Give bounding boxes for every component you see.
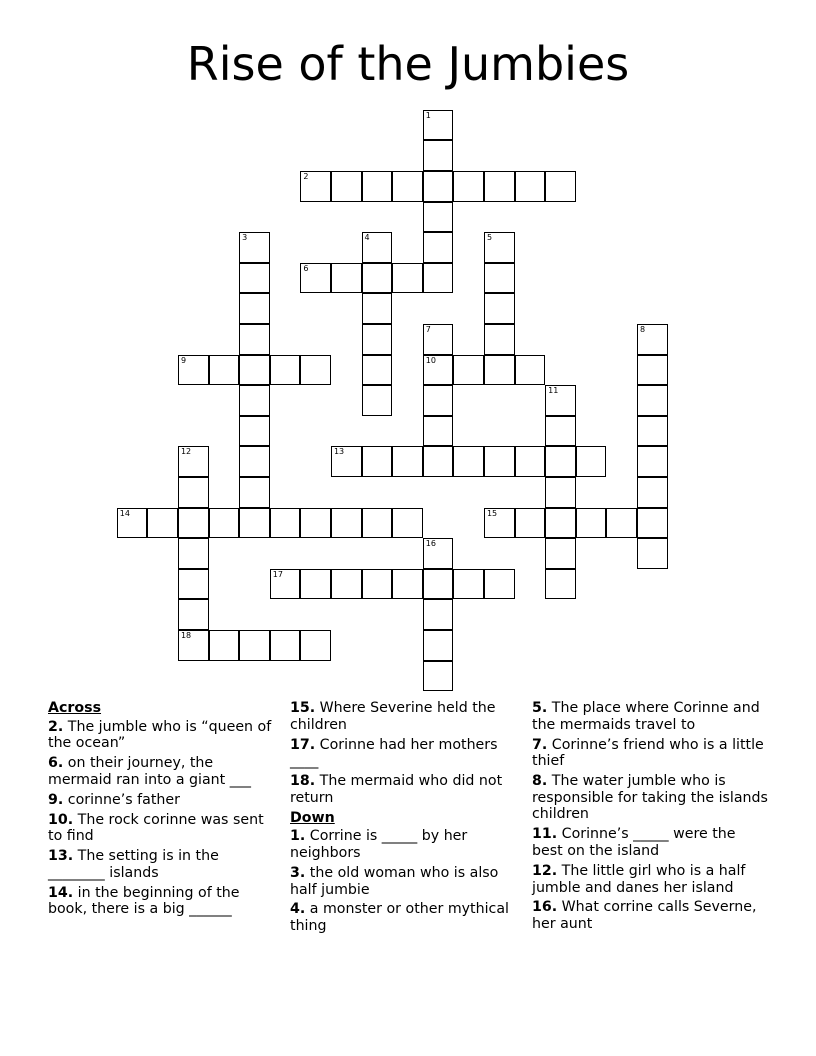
grid-cell[interactable] xyxy=(300,263,331,294)
clue-down-8: 8. The water jumble who is responsible for taking the islands children xyxy=(532,773,768,823)
grid-cell[interactable] xyxy=(300,355,331,386)
grid-cell[interactable] xyxy=(331,446,362,477)
grid-cell[interactable] xyxy=(423,416,454,447)
clue-column-2 xyxy=(290,700,520,938)
grid-cell[interactable] xyxy=(300,630,331,661)
grid-cell[interactable] xyxy=(239,630,270,661)
grid-cell[interactable] xyxy=(484,324,515,355)
clue-across-18: 18. The mermaid who did not return xyxy=(290,773,503,806)
grid-cell[interactable] xyxy=(545,416,576,447)
grid-cell[interactable] xyxy=(545,171,576,202)
grid-cell[interactable] xyxy=(178,355,209,386)
grid-cell[interactable] xyxy=(362,446,393,477)
grid-cell[interactable] xyxy=(331,508,362,539)
grid-cell[interactable] xyxy=(453,171,484,202)
grid-cell[interactable] xyxy=(392,508,423,539)
grid-cell[interactable] xyxy=(300,508,331,539)
grid-cell[interactable] xyxy=(453,569,484,600)
clue-column-1 xyxy=(48,700,278,921)
cell-number: 8 xyxy=(639,324,646,334)
cell-number: 6 xyxy=(303,263,309,273)
grid-cell[interactable] xyxy=(423,232,454,263)
grid-cell[interactable] xyxy=(484,569,515,600)
grid-cell[interactable] xyxy=(423,661,454,692)
grid-cell[interactable] xyxy=(331,171,362,202)
grid-cell[interactable] xyxy=(239,263,270,294)
grid-cell[interactable] xyxy=(392,446,423,477)
grid-cell[interactable] xyxy=(178,538,209,569)
grid-cell[interactable] xyxy=(270,508,301,539)
grid-cell[interactable] xyxy=(515,446,546,477)
grid-cell[interactable] xyxy=(209,630,240,661)
grid-cell[interactable] xyxy=(515,355,546,386)
grid-cell[interactable] xyxy=(331,569,362,600)
grid-cell[interactable] xyxy=(576,508,607,539)
clue-across-15: 15. Where Severine held the children xyxy=(290,700,496,733)
grid-cell[interactable] xyxy=(362,232,393,263)
grid-cell[interactable] xyxy=(484,446,515,477)
grid-cell[interactable] xyxy=(606,508,637,539)
grid-cell[interactable] xyxy=(178,477,209,508)
grid-cell[interactable] xyxy=(392,569,423,600)
cell-number: 15 xyxy=(486,508,498,518)
grid-cell[interactable] xyxy=(637,355,668,386)
grid-cell[interactable] xyxy=(484,232,515,263)
cell-number: 5 xyxy=(486,233,493,243)
grid-cell[interactable] xyxy=(423,630,454,661)
grid-cell[interactable] xyxy=(178,508,209,539)
grid-cell[interactable] xyxy=(423,110,454,141)
cell-number: 10 xyxy=(425,355,436,365)
cell-number: 18 xyxy=(180,630,192,640)
clue-across-9: 9. corinne’s father xyxy=(48,791,180,808)
grid-cell[interactable] xyxy=(484,508,515,539)
clue-down-11: 11. Corinne’s _____ were the best on the island xyxy=(532,826,736,859)
grid-cell[interactable] xyxy=(362,569,393,600)
grid-cell[interactable] xyxy=(239,324,270,355)
cell-number: 4 xyxy=(364,233,370,243)
clue-down-12: 12. The little girl who is a half jumble and danes her island xyxy=(532,862,746,896)
grid-cell[interactable] xyxy=(239,355,270,386)
grid-cell[interactable] xyxy=(331,263,362,294)
grid-cell[interactable] xyxy=(484,293,515,324)
clue-across-6: 6. on their journey, the mermaid ran into a giant ___ xyxy=(48,755,252,788)
grid-cell[interactable] xyxy=(300,171,331,202)
grid-cell[interactable] xyxy=(515,508,546,539)
grid-cell[interactable] xyxy=(637,385,668,416)
grid-cell[interactable] xyxy=(423,324,454,355)
grid-cell[interactable] xyxy=(545,446,576,477)
cell-number: 2 xyxy=(303,171,309,181)
grid-cell[interactable] xyxy=(239,416,270,447)
grid-cell[interactable] xyxy=(545,477,576,508)
across-heading: Across xyxy=(48,700,102,716)
grid-cell[interactable] xyxy=(239,385,270,416)
grid-cell[interactable] xyxy=(239,508,270,539)
grid-cell[interactable] xyxy=(423,202,454,233)
clue-across-14: 14. in the beginning of the book, there is a big ______ xyxy=(48,884,240,918)
grid-cell[interactable] xyxy=(362,508,393,539)
cell-number: 7 xyxy=(425,324,431,334)
cell-number: 1 xyxy=(425,110,431,120)
grid-cell[interactable] xyxy=(637,508,668,539)
clue-down-7: 7. Corinne’s friend who is a little thief xyxy=(532,736,764,770)
grid-cell[interactable] xyxy=(239,477,270,508)
grid-cell[interactable] xyxy=(637,538,668,569)
grid-cell[interactable] xyxy=(362,385,393,416)
grid-cell[interactable] xyxy=(637,477,668,508)
grid-cell[interactable] xyxy=(392,171,423,202)
clue-down-5: 5. The place where Corinne and the mermaids travel to xyxy=(532,700,760,733)
cell-number: 3 xyxy=(242,233,248,243)
grid-cell[interactable] xyxy=(576,446,607,477)
grid-cell[interactable] xyxy=(117,508,148,539)
clue-across-17: 17. Corinne had her mothers ____ xyxy=(290,736,498,770)
grid-cell[interactable] xyxy=(423,569,454,600)
grid-cell[interactable] xyxy=(545,508,576,539)
clue-column-3 xyxy=(532,700,768,936)
grid-cell[interactable] xyxy=(362,355,393,386)
grid-cell[interactable] xyxy=(423,446,454,477)
grid-cell[interactable] xyxy=(392,263,423,294)
grid-cell[interactable] xyxy=(423,140,454,171)
grid-cell[interactable] xyxy=(178,446,209,477)
grid-cell[interactable] xyxy=(637,416,668,447)
clue-down-3: 3. the old woman who is also half jumbie xyxy=(290,864,499,898)
grid-cell[interactable] xyxy=(423,171,454,202)
grid-cell[interactable] xyxy=(362,171,393,202)
grid-cell[interactable] xyxy=(300,569,331,600)
cell-number: 13 xyxy=(333,447,345,457)
grid-cell[interactable] xyxy=(545,538,576,569)
grid-cell[interactable] xyxy=(209,355,240,386)
clue-across-10: 10. The rock corinne was sent to find xyxy=(48,811,264,845)
grid-cell[interactable] xyxy=(453,355,484,386)
grid-cell[interactable] xyxy=(270,630,301,661)
grid-cell[interactable] xyxy=(545,569,576,600)
grid-cell[interactable] xyxy=(270,569,301,600)
grid-cell[interactable] xyxy=(209,508,240,539)
grid-cell[interactable] xyxy=(484,263,515,294)
grid-cell[interactable] xyxy=(178,569,209,600)
grid-cell[interactable] xyxy=(637,324,668,355)
grid-cell[interactable] xyxy=(423,355,454,386)
cell-number: 11 xyxy=(548,386,559,396)
clue-down-16: 16. What corrine calls Severne, her aunt xyxy=(532,899,757,933)
grid-cell[interactable] xyxy=(178,630,209,661)
clue-across-13: 13. The setting is in the ________ islands xyxy=(48,848,219,881)
clue-down-4: 4. a monster or other mythical thing xyxy=(290,901,509,935)
grid-cell[interactable] xyxy=(239,293,270,324)
grid-cell[interactable] xyxy=(515,171,546,202)
puzzle-title: Rise of the Jumbies xyxy=(186,37,630,91)
cell-number: 14 xyxy=(119,508,130,518)
grid-cell[interactable] xyxy=(270,355,301,386)
grid-cell[interactable] xyxy=(178,599,209,630)
grid-cell[interactable] xyxy=(147,508,178,539)
grid-cell[interactable] xyxy=(362,293,393,324)
cell-number: 16 xyxy=(425,539,436,549)
grid-cell[interactable] xyxy=(637,446,668,477)
grid-cell[interactable] xyxy=(484,355,515,386)
grid-cell[interactable] xyxy=(453,446,484,477)
clue-down-1: 1. Corrine is _____ by her neighbors xyxy=(290,828,468,861)
grid-cell[interactable] xyxy=(362,324,393,355)
grid-cell[interactable] xyxy=(239,446,270,477)
grid-cell[interactable] xyxy=(239,232,270,263)
cell-number: 9 xyxy=(180,355,187,365)
clue-across-2: 2. The jumble who is “queen of the ocean” xyxy=(48,718,272,752)
grid-cell[interactable] xyxy=(362,263,393,294)
grid-cell[interactable] xyxy=(423,538,454,569)
grid-cell[interactable] xyxy=(423,263,454,294)
grid-cell[interactable] xyxy=(484,171,515,202)
cell-number: 17 xyxy=(272,569,283,579)
grid-cell[interactable] xyxy=(423,385,454,416)
grid-cell[interactable] xyxy=(423,599,454,630)
grid-cell[interactable] xyxy=(545,385,576,416)
cell-number: 12 xyxy=(180,447,192,457)
down-heading: Down xyxy=(290,809,335,826)
